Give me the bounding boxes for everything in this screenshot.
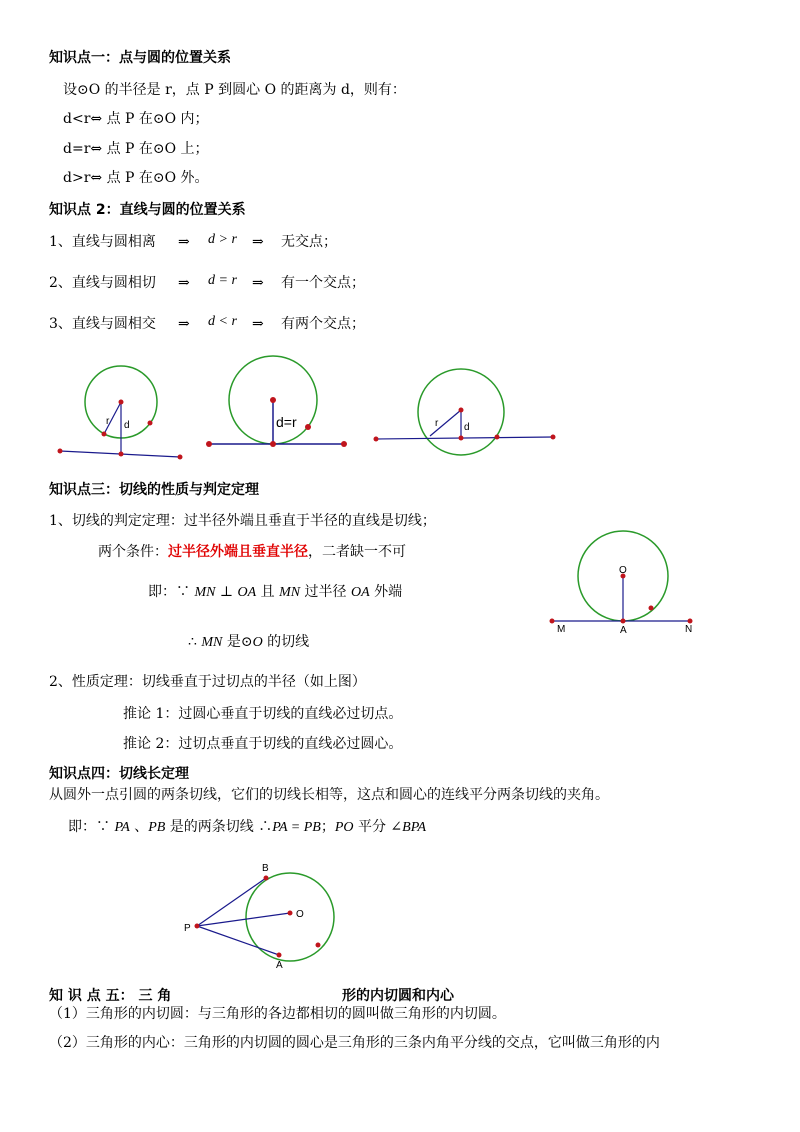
judgement-theorem: 1、切线的判定定理：过半径外端且垂直于半径的直线是切线；	[49, 513, 436, 529]
corollary-1: 推论 1：过圆心垂直于切线的直线必过切点。	[123, 706, 403, 722]
label-o: O	[619, 565, 627, 576]
math-oa: OA	[351, 585, 370, 600]
section1-heading: 知识点一：点与圆的位置关系	[49, 50, 231, 66]
label-d: d	[124, 420, 130, 431]
label-a: A	[620, 625, 627, 636]
label-d: d	[464, 422, 470, 433]
outer-text: 外端	[369, 584, 403, 600]
tangent-pa	[197, 926, 279, 955]
label-p: P	[184, 923, 191, 934]
point-p	[195, 924, 200, 929]
bisect-text: 平分	[353, 819, 391, 835]
math-mn: MN	[201, 635, 223, 650]
implies-arrow: ⇒	[252, 316, 264, 332]
label-m: M	[557, 624, 566, 635]
relation-result: 有两个交点；	[281, 316, 365, 332]
perp-sign: ⊥	[219, 584, 234, 600]
point-b	[264, 876, 269, 881]
math-mn: MN	[279, 585, 301, 600]
therefore-sign: ∴	[188, 634, 197, 650]
math-pa-eq-pb: PA = PB	[272, 820, 321, 835]
conditions-suffix: ，二者缺一不可	[308, 544, 406, 560]
section5-heading-b: 形的内切圆和内心	[342, 988, 454, 1004]
conditions-prefix: 两个条件：	[98, 544, 168, 560]
math-po: PO	[334, 820, 354, 835]
tangent-text: 的切线	[262, 634, 310, 650]
circle-sign: ⊙	[240, 634, 253, 650]
label-r: r	[106, 416, 110, 427]
point-a	[277, 953, 282, 958]
label-r: r	[435, 418, 439, 429]
ji-label: 即：	[68, 819, 96, 835]
section5-heading-a: 知 识 点 五： 三 角	[49, 988, 172, 1004]
because-sign: ∵	[96, 819, 110, 835]
math-o: O	[252, 635, 263, 650]
implies-arrow: ⇒	[252, 275, 264, 291]
relation-formula: d < r	[208, 314, 237, 329]
semicolon: ；	[320, 819, 335, 835]
tangent-pb	[197, 878, 266, 926]
implies-arrow: ⇒	[178, 234, 190, 250]
because-sign: ∵	[176, 584, 190, 600]
relation-label: 2、直线与圆相切	[49, 275, 156, 291]
corollary-2: 推论 2：过切点垂直于切线的直线必过圆心。	[123, 736, 403, 752]
math-pa: PA	[114, 820, 130, 835]
rule-outside: d>r⇔ 点 P 在⊙O 外。	[63, 170, 209, 186]
is-text: 是	[222, 634, 241, 650]
section3-heading: 知识点三：切线的性质与判定定理	[49, 482, 259, 498]
label-b: B	[262, 863, 269, 874]
rule-inside: d<r⇔ 点 P 在⊙O 内；	[63, 111, 209, 127]
relation-label: 1、直线与圆相离	[49, 234, 156, 250]
conditions-highlight: 过半径外端且垂直半径	[168, 544, 308, 560]
passes-text: 过半径	[300, 584, 352, 600]
math-mn: MN	[194, 585, 216, 600]
and-text: 且	[256, 584, 280, 600]
section4-heading: 知识点四：切线长定理	[49, 766, 189, 782]
rule-on: d=r⇔ 点 P 在⊙O 上；	[63, 141, 209, 157]
math-pb: PB	[148, 820, 166, 835]
property-theorem: 2、性质定理：切线垂直于过切点的半径（如上图）	[49, 674, 366, 690]
point	[316, 943, 321, 948]
separator: 、	[129, 819, 149, 835]
implies-arrow: ⇒	[178, 275, 190, 291]
section1-intro: 设⊙O 的半径是 r，点 P 到圆心 O 的距离为 d，则有：	[63, 82, 406, 98]
relation-result: 有一个交点；	[281, 275, 365, 291]
label-o: O	[296, 909, 304, 920]
math-angle-bpa: ∠BPA	[390, 820, 427, 835]
incenter-definition: （2）三角形的内心：三角形的内切圆的圆心是三角形的三条内角平分线的交点，它叫做三角形的内	[49, 1035, 660, 1051]
implies-arrow: ⇒	[252, 234, 264, 250]
tangent-length-theorem: 从圆外一点引圆的两条切线，它们的切线长相等，这点和圆心的连线平分两条切线的夹角。	[49, 787, 609, 803]
relation-formula: d > r	[208, 232, 237, 247]
relation-label: 3、直线与圆相交	[49, 316, 156, 332]
ji-label: 即：	[148, 584, 176, 600]
relation-result: 无交点；	[281, 234, 337, 250]
label-d-eq-r: d=r	[276, 414, 297, 430]
therefore-sign: ∴	[258, 819, 273, 835]
implies-arrow: ⇒	[178, 316, 190, 332]
line-po	[197, 913, 290, 926]
label-n: N	[685, 624, 693, 635]
mid-text: 是的两条切线	[165, 819, 259, 835]
label-a: A	[276, 960, 283, 971]
section2-heading: 知识点 2：直线与圆的位置关系	[49, 202, 246, 218]
point-o	[288, 911, 293, 916]
relation-formula: d = r	[208, 273, 237, 288]
incircle-definition: （1）三角形的内切圆：与三角形的各边都相切的圆叫做三角形的内切圆。	[49, 1006, 506, 1022]
math-oa: OA	[237, 585, 257, 600]
